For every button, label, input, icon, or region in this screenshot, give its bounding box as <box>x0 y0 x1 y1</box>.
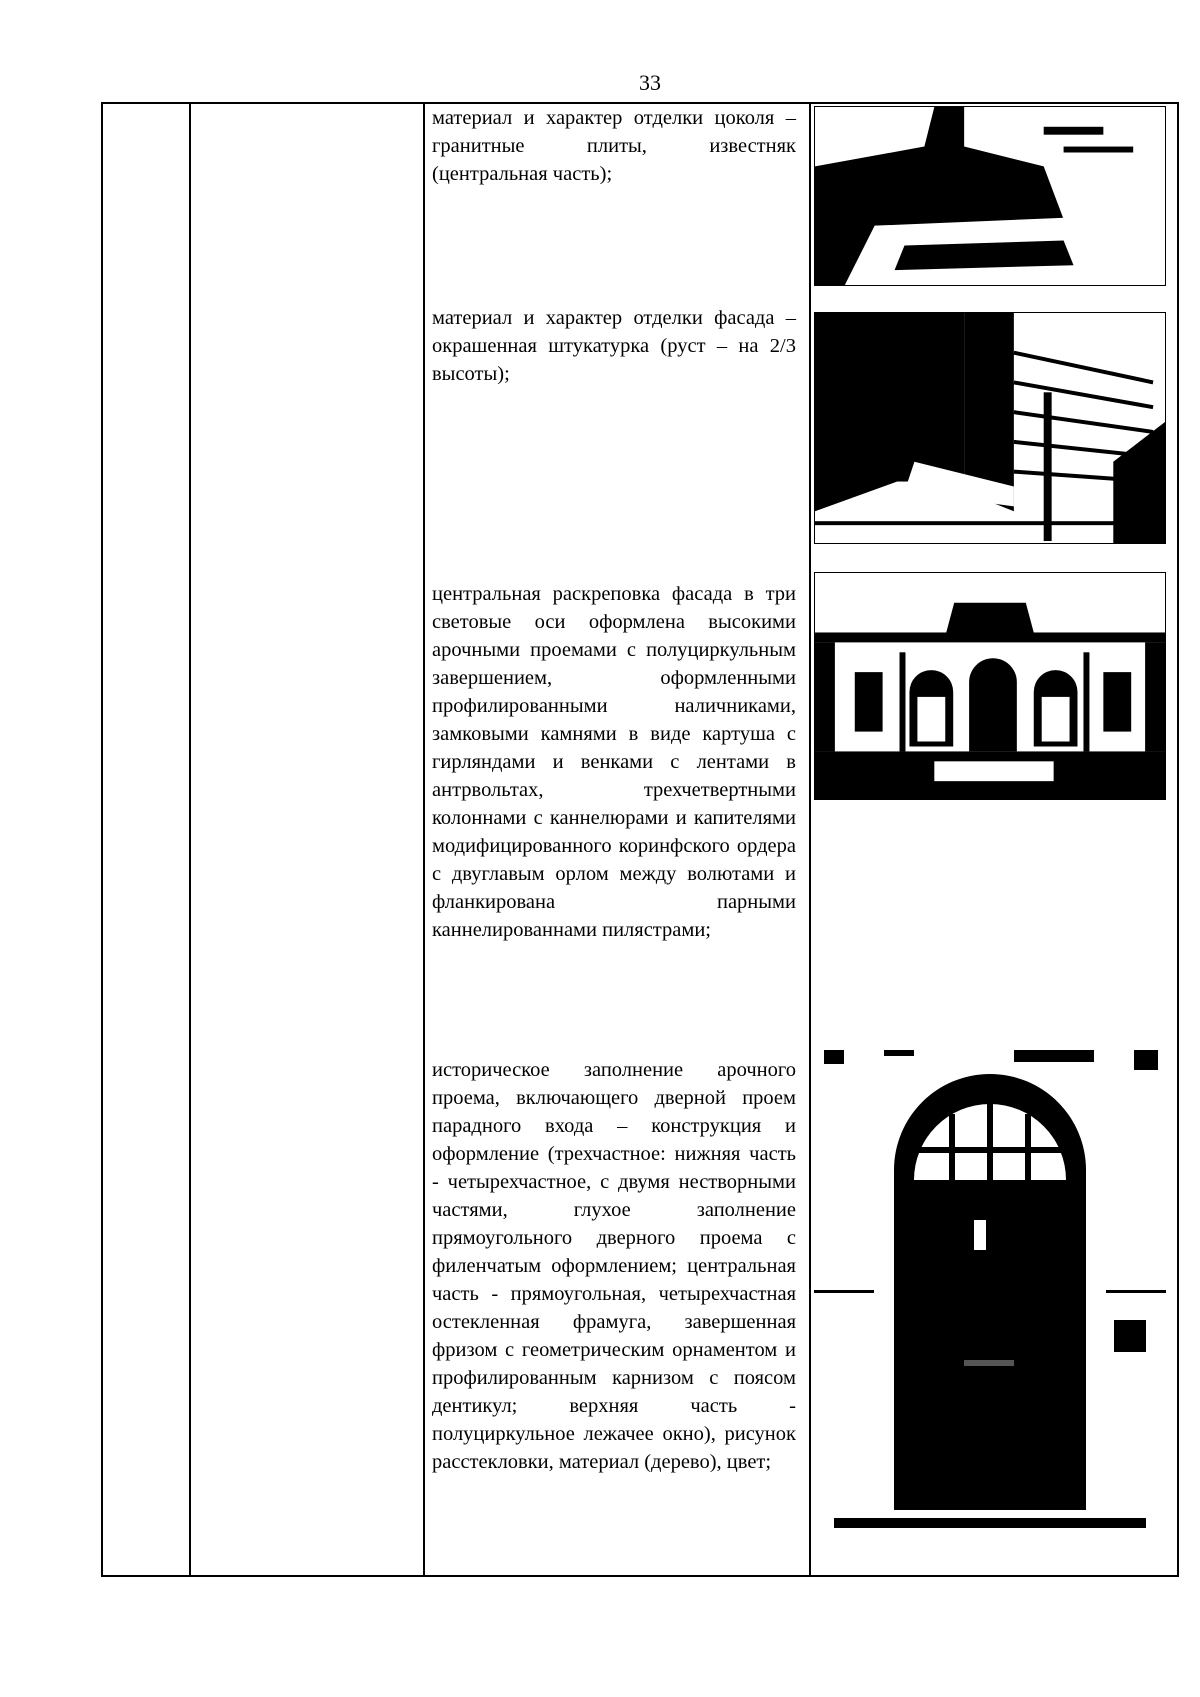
arched-door-photo <box>814 1040 1166 1560</box>
column-divider <box>189 104 191 1575</box>
feature-description <box>432 1056 796 1476</box>
column-divider <box>809 104 811 1575</box>
plinth-granite-photo <box>814 106 1166 286</box>
facade-plaster-photo <box>814 312 1166 544</box>
page-number: 33 <box>639 70 661 95</box>
feature-text: материал и характер отделки фасада – окрашенная штукатурка (руст – на 2/3 высоты); <box>432 307 796 385</box>
central-bay-photo <box>814 572 1166 800</box>
feature-text: материал и характер отделки цоколя – гранитные плиты, известняк (центральная часть); <box>432 107 796 185</box>
feature-description <box>432 304 796 388</box>
feature-description <box>432 580 796 944</box>
column-divider <box>423 104 425 1575</box>
feature-text: центральная раскреповка фасада в три световые оси оформлена высокими арочными проемами с полуциркульным завершением, оформленными профилированными наличниками, замковыми камнями в виде картуша с гирляндами и венками с лентами в антрвольтах, трехчетвертными колоннами с каннелюрами и капителями модифицированного коринфского ордера с двуглавым орлом между волютами и фланкирована парными каннелированнами пилястрами; <box>432 583 796 941</box>
feature-description <box>432 104 796 188</box>
feature-text: историческое заполнение арочного проема, включающего дверной проем парадного входа – конструкция и оформление (трехчастное: нижняя часть - четырехчастное, с двумя нестворными частями, глухое заполнение прямоугольного дверного проема с филенчатым оформлением; центральная часть - прямоугольная, четырехчастная остекленная фрамуга, завершенная фризом с геометрическим орнаментом и профилированным карнизом с поясом дентикул; верхняя часть - полуциркульное лежачее окно), рисунок расстекловки, материал (дерево), цвет; <box>432 1059 796 1473</box>
